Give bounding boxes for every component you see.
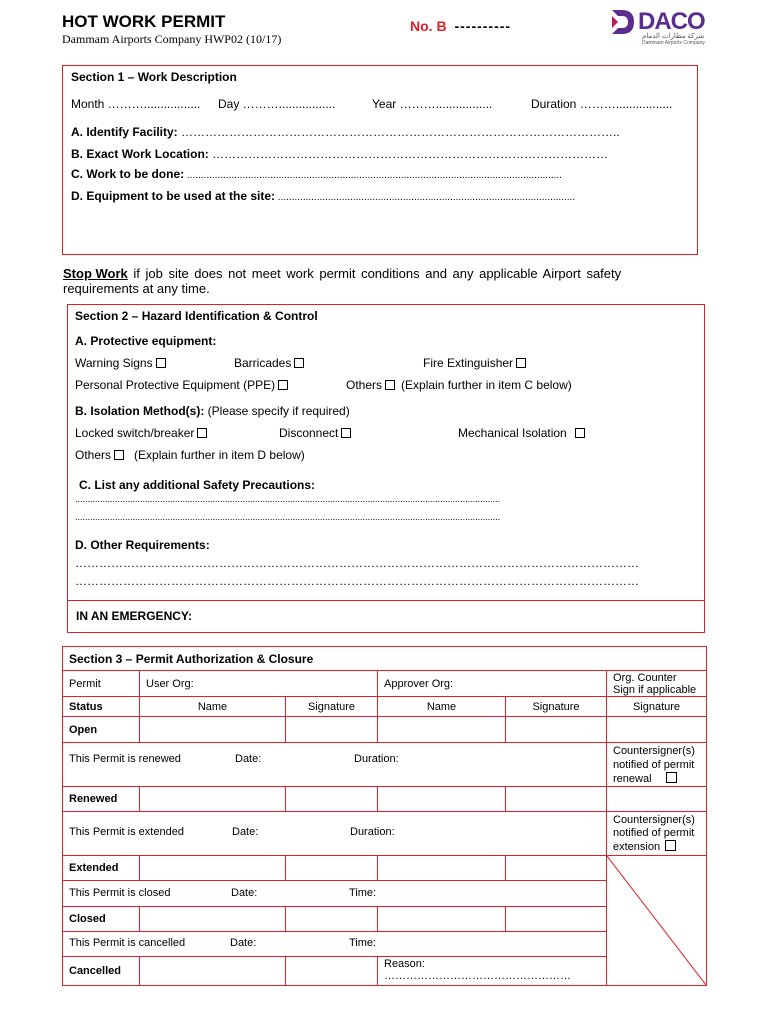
others-b-checkbox[interactable] xyxy=(114,450,124,460)
extension-checkbox[interactable] xyxy=(665,840,676,851)
stop-work-line1: if job site does not meet work permit conditions and any applicable Airport safety xyxy=(127,266,622,281)
identify-facility-dots: ……………………………………………………………………………………………….. xyxy=(177,125,620,139)
extended-date-label: Date: xyxy=(232,826,259,838)
permit-label: Permit xyxy=(63,671,140,697)
authorization-table xyxy=(62,646,707,986)
org-counter-header xyxy=(607,671,707,697)
open-counter-signature-cell[interactable] xyxy=(607,717,707,743)
equipment-dots: ........................................................................................................... xyxy=(275,192,576,203)
mechanical-isolation-option[interactable] xyxy=(458,426,585,440)
others-a-checkbox[interactable] xyxy=(385,380,395,390)
others-b-label: Others xyxy=(75,448,112,462)
countersigner-renewal-line3: renewal xyxy=(613,772,652,785)
renewed-label: Renewed xyxy=(63,787,140,812)
identify-facility-label: A. Identify Facility: xyxy=(71,125,178,139)
exact-work-location-field[interactable] xyxy=(71,147,608,161)
warning-signs-checkbox[interactable] xyxy=(156,358,166,368)
user-org-field[interactable]: User Org: xyxy=(140,671,378,697)
locked-switch-label: Locked switch/breaker xyxy=(75,426,195,440)
renewed-info-row xyxy=(63,743,707,787)
countersigner-extension-line2: notified of permit xyxy=(613,826,695,839)
ppe-label: Personal Protective Equipment (PPE) xyxy=(75,378,276,392)
approver-org-field[interactable]: Approver Org: xyxy=(378,671,607,697)
stop-work-strong: Stop Work xyxy=(63,266,128,281)
fire-extinguisher-option[interactable] xyxy=(423,356,526,370)
extended-user-name-cell[interactable] xyxy=(140,856,286,881)
countersigner-extension-line1: Countersigner(s) xyxy=(613,813,695,826)
isolation-method-heading xyxy=(75,404,350,418)
diagonal-strike xyxy=(607,856,706,985)
stop-work-notice xyxy=(63,266,621,281)
extended-approver-signature-cell[interactable] xyxy=(506,856,607,881)
cancelled-time-label: Time: xyxy=(349,937,377,949)
countersigner-renewal-cell xyxy=(607,743,707,787)
fire-extinguisher-label: Fire Extinguisher xyxy=(423,356,514,370)
header-row xyxy=(63,697,707,717)
extended-info-cell[interactable] xyxy=(63,812,607,856)
reason-label: Reason: xyxy=(384,958,425,970)
closed-user-signature-cell[interactable] xyxy=(286,907,378,932)
open-approver-signature-cell[interactable] xyxy=(506,717,607,743)
counter-signature-header: Signature xyxy=(607,697,707,717)
renewed-date-label: Date: xyxy=(235,753,262,765)
section2-title: Section 2 – Hazard Identification & Control xyxy=(75,309,318,323)
approver-signature-header: Signature xyxy=(506,697,607,717)
day-field[interactable]: Day ………................. xyxy=(218,97,336,111)
extended-label: Extended xyxy=(63,856,140,881)
org-row xyxy=(63,671,707,697)
mechanical-isolation-checkbox[interactable] xyxy=(575,428,585,438)
others-a-note: (Explain further in item C below) xyxy=(401,378,572,392)
user-signature-header: Signature xyxy=(286,697,378,717)
open-row xyxy=(63,717,707,743)
closed-approver-name-cell[interactable] xyxy=(378,907,506,932)
isolation-method-note: (Please specify if required) xyxy=(204,404,350,418)
work-to-be-done-dots: ....................................................................................................................................... xyxy=(184,170,562,181)
renewed-user-name-cell[interactable] xyxy=(140,787,286,812)
countersigner-renewal-line2: notified of permit xyxy=(613,758,695,771)
renewed-line-label: This Permit is renewed xyxy=(69,753,181,765)
others-b-option[interactable] xyxy=(75,448,305,462)
mechanical-isolation-label: Mechanical Isolation xyxy=(458,426,567,440)
closed-approver-signature-cell[interactable] xyxy=(506,907,607,932)
extended-duration-label: Duration: xyxy=(350,826,395,838)
daco-logo-english: Dammam Airports Company xyxy=(642,40,705,46)
other-requirements-heading: D. Other Requirements: xyxy=(75,538,210,552)
exact-work-location-label: B. Exact Work Location: xyxy=(71,147,209,161)
reason-cell[interactable] xyxy=(378,957,607,986)
barricades-option[interactable] xyxy=(234,356,304,370)
others-a-option[interactable] xyxy=(346,378,572,392)
cancelled-label: Cancelled xyxy=(63,957,140,986)
daco-logo-text: DACO xyxy=(638,8,705,35)
locked-switch-option[interactable] xyxy=(75,426,207,440)
renewed-duration-label: Duration: xyxy=(354,753,399,765)
section3-title-row xyxy=(63,647,707,671)
work-to-be-done-label: C. Work to be done: xyxy=(71,167,185,181)
open-label: Open xyxy=(63,717,140,743)
warning-signs-label: Warning Signs xyxy=(75,356,153,370)
warning-signs-option[interactable] xyxy=(75,356,166,370)
barricades-checkbox[interactable] xyxy=(294,358,304,368)
cancelled-user-signature-cell[interactable] xyxy=(286,957,378,986)
locked-switch-checkbox[interactable] xyxy=(197,428,207,438)
safety-precautions-line2[interactable]: .......................................................................................................................................................................... xyxy=(75,512,501,522)
approver-name-header: Name xyxy=(378,697,506,717)
ppe-checkbox[interactable] xyxy=(278,380,288,390)
other-requirements-line1[interactable]: …………………………………………………………………………………………………………………………… xyxy=(75,556,639,570)
closed-time-label: Time: xyxy=(349,887,377,899)
extended-user-signature-cell[interactable] xyxy=(286,856,378,881)
other-requirements-line2[interactable]: …………………………………………………………………………………………………………………………… xyxy=(75,574,639,588)
section3-title: Section 3 – Permit Authorization & Closure xyxy=(63,647,707,671)
permit-number-value: ---------- xyxy=(454,18,512,34)
closed-label: Closed xyxy=(63,907,140,932)
daco-logo-arabic: شركة مطارات الدمام xyxy=(642,33,705,40)
cancelled-line-label: This Permit is cancelled xyxy=(69,937,186,949)
sign-if-applicable-label: Sign if applicable xyxy=(613,683,697,696)
open-approver-name-cell[interactable] xyxy=(378,717,506,743)
barricades-label: Barricades xyxy=(234,356,292,370)
reason-dots: …………………………………………… xyxy=(384,970,571,982)
open-user-signature-cell[interactable] xyxy=(286,717,378,743)
countersigner-renewal-line1: Countersigner(s) xyxy=(613,744,695,757)
renewed-approver-name-cell[interactable] xyxy=(378,787,506,812)
countersigner-extension-line3: extension xyxy=(613,840,661,853)
equipment-field[interactable] xyxy=(71,189,687,203)
closed-line-label: This Permit is closed xyxy=(69,887,171,899)
emergency-label: IN AN EMERGENCY: xyxy=(76,609,193,623)
section1-title: Section 1 – Work Description xyxy=(71,70,237,84)
status-header: Status xyxy=(63,697,140,717)
extended-row xyxy=(63,856,707,881)
org-counter-label: Org. Counter xyxy=(613,671,677,684)
month-field[interactable]: Month ………................. xyxy=(71,97,201,111)
renewed-counter-signature-cell[interactable] xyxy=(607,787,707,812)
fire-extinguisher-checkbox[interactable] xyxy=(516,358,526,368)
cancelled-date-label: Date: xyxy=(230,937,257,949)
open-user-name-cell[interactable] xyxy=(140,717,286,743)
renewed-row xyxy=(63,787,707,812)
user-name-header: Name xyxy=(140,697,286,717)
others-b-note: (Explain further in item D below) xyxy=(134,448,305,462)
permit-number xyxy=(410,18,511,34)
year-field[interactable]: Year ………................. xyxy=(372,97,493,111)
exact-work-location-dots: ……………………………………………………………………………………… xyxy=(208,147,609,161)
safety-precautions-heading: C. List any additional Safety Precautions: xyxy=(79,478,316,492)
stop-work-line2: requirements at any time. xyxy=(63,281,210,296)
cancelled-info-cell[interactable] xyxy=(63,932,607,957)
renewed-approver-signature-cell[interactable] xyxy=(506,787,607,812)
permit-number-label: No. B xyxy=(410,18,447,34)
safety-precautions-line1[interactable]: .......................................................................................................................................................................... xyxy=(75,494,501,504)
renewed-user-signature-cell[interactable] xyxy=(286,787,378,812)
form-subtitle: Dammam Airports Company HWP02 (10/17) xyxy=(62,32,282,46)
countersigner-extension-cell xyxy=(607,812,707,856)
renewal-checkbox[interactable] xyxy=(666,772,677,783)
protective-equipment-heading: A. Protective equipment: xyxy=(75,334,217,348)
closed-user-name-cell[interactable] xyxy=(140,907,286,932)
closure-crossed-cell xyxy=(607,856,707,986)
extended-line-label: This Permit is extended xyxy=(69,826,184,838)
extended-info-row xyxy=(63,812,707,856)
others-a-label: Others xyxy=(346,378,383,392)
equipment-label: D. Equipment to be used at the site: xyxy=(71,189,276,203)
daco-logo-icon xyxy=(610,6,636,38)
disconnect-option[interactable] xyxy=(279,426,351,440)
isolation-method-title: B. Isolation Method(s): xyxy=(75,404,205,418)
closed-date-label: Date: xyxy=(231,887,258,899)
duration-field[interactable]: Duration ………................. xyxy=(531,97,673,111)
daco-logo xyxy=(610,4,720,48)
ppe-option[interactable] xyxy=(75,378,288,392)
closed-info-cell[interactable] xyxy=(63,881,607,907)
disconnect-checkbox[interactable] xyxy=(341,428,351,438)
extended-approver-name-cell[interactable] xyxy=(378,856,506,881)
form-title: HOT WORK PERMIT xyxy=(62,12,226,31)
work-to-be-done-field[interactable] xyxy=(71,167,687,181)
cancelled-user-name-cell[interactable] xyxy=(140,957,286,986)
identify-facility-field[interactable] xyxy=(71,125,620,139)
renewed-info-cell[interactable] xyxy=(63,743,607,787)
disconnect-label: Disconnect xyxy=(279,426,339,440)
